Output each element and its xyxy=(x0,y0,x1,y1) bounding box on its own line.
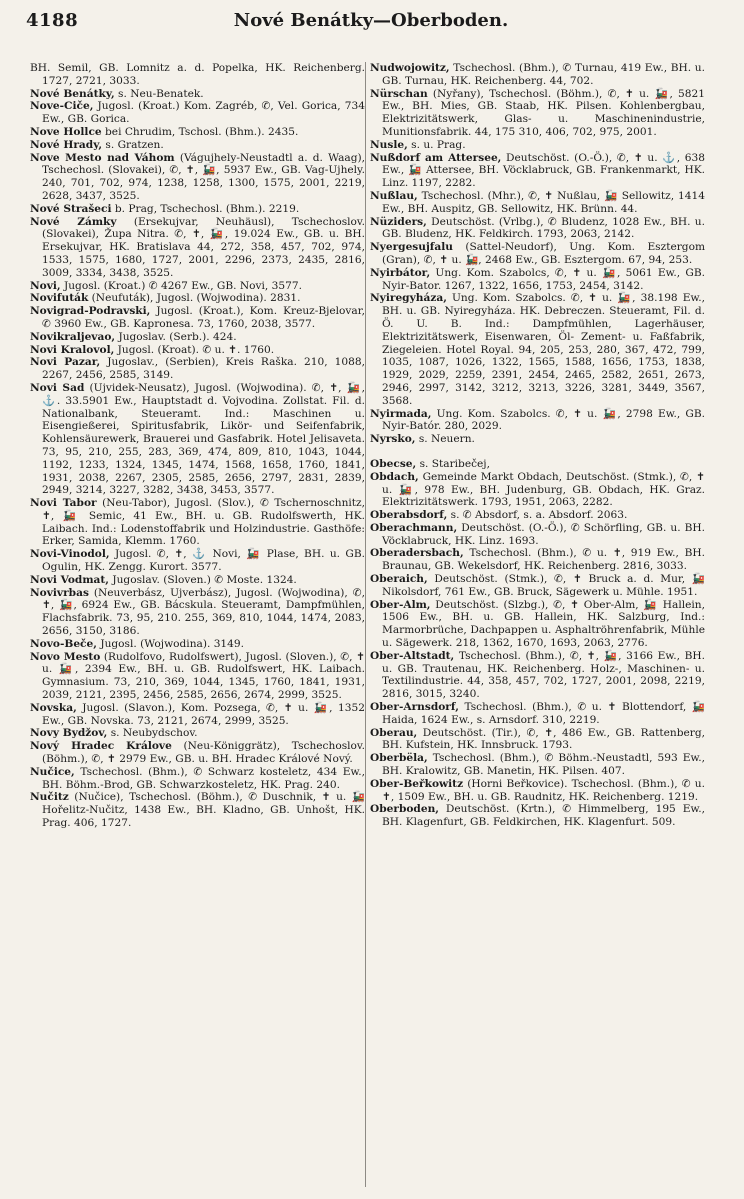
directory-entry xyxy=(30,382,365,497)
entry-headword: Novi Tabor xyxy=(30,497,97,510)
entry-text: s. Neubydschov. xyxy=(107,727,198,740)
entry-headword: Novi Vodmat, xyxy=(30,573,109,586)
directory-entry xyxy=(370,471,705,509)
entry-text: b. Prag, Tschechosl. (Bhm.). 2219. xyxy=(111,202,300,215)
entry-text: Jugosl. (Kroat.) Kom. Zagréb, ✆, Vel. Gorica, 734 Ew., GB. Gorica. xyxy=(42,100,365,126)
entry-text: Jugosl. (Wojwodina). 3149. xyxy=(96,637,245,650)
entry-headword: Novikraljevao, xyxy=(30,330,116,343)
entry-headword: Novo-Beče, xyxy=(30,637,97,650)
directory-entry xyxy=(30,651,365,702)
entry-text: Deutschöst. (O.-Ö.), ✆, ✝ u. ⚓, 638 Ew., 🚂 Attersee, BH. Vöcklabruck, GB. Frankenmarkt, HK. Linz. 1197, 2282. xyxy=(382,151,705,190)
entry-headword: Nyrsko, xyxy=(370,433,416,446)
directory-entry xyxy=(30,587,365,638)
entry-headword: Nučitz xyxy=(30,791,69,804)
entry-text: s. Gratzen. xyxy=(102,138,164,151)
entry-headword: Novi Kralovol, xyxy=(30,343,115,356)
entry-headword: Obecse, xyxy=(370,457,417,470)
directory-entry xyxy=(30,280,365,293)
entry-headword: Novy Bydžov, xyxy=(30,727,108,740)
entry-headword: Nučice, xyxy=(30,765,75,778)
directory-entry xyxy=(30,62,365,88)
entry-text: s. Neuern. xyxy=(415,433,475,446)
directory-entry xyxy=(370,803,705,829)
entry-headword: Oberadersbach, xyxy=(370,547,464,560)
directory-entry xyxy=(30,791,365,829)
directory-entry xyxy=(30,216,365,280)
directory-entry xyxy=(30,574,365,587)
entry-text: Deutschöst. (Vrlbg.), ✆ Bludenz, 1028 Ew., BH. u. GB. Bludenz, HK. Feldkirch. 1793, 2063, 2142. xyxy=(382,215,705,241)
entry-text: (Nučice), Tschechosl. (Böhm.), ✆ Duschnik, ✝ u. 🚂 Hořelitz-Nučitz, 1438 Ew., BH. Kladno, GB. Unhošt, HK. Prag. 406, 1727. xyxy=(42,791,365,830)
entry-text: Jugosl. (Kroat.) ✆ 4267 Ew., GB. Novi, 3577. xyxy=(60,279,302,292)
entry-headword: Nyergesujfalu xyxy=(370,241,453,254)
entry-headword: Nový Hradec Králove xyxy=(30,740,172,753)
entry-headword: Novska, xyxy=(30,701,77,714)
directory-entry xyxy=(30,344,365,357)
entry-headword: Nüziders, xyxy=(370,215,427,228)
directory-entry xyxy=(370,727,705,753)
running-head: Nové Benátky—Oberboden. xyxy=(233,10,509,31)
page-header xyxy=(26,10,716,40)
entry-headword: Nusle, xyxy=(370,138,408,151)
entry-text: Jugoslav. (Sloven.) ✆ Moste. 1324. xyxy=(109,573,297,586)
entry-headword: Novigrad-Podravski, xyxy=(30,305,151,318)
entry-headword: Nové Benátky, xyxy=(30,87,115,100)
entry-headword: Novivrbas xyxy=(30,586,89,599)
entry-text: (Sattel-Neudorf), Ung. Kom. Esztergom (Gran), ✆, ✝ u. 🚂, 2468 Ew., GB. Esztergom. 67, 94, 253. xyxy=(382,241,705,266)
entry-text: Jugosl. (Kroat). ✆ u. ✝. 1760. xyxy=(114,343,275,356)
entry-text: Tschechosl. (Bhm.), ✆ u. ✝, 919 Ew., BH. Braunau, GB. Wekelsdorf, HK. Reichenberg. 2816, 3033. xyxy=(382,547,705,573)
entry-headword: Oberboden, xyxy=(370,803,439,816)
entry-headword: Nyirmada, xyxy=(370,407,432,420)
entry-text: (Nyřany), Tschechosl. (Böhm.), ✆, ✝ u. 🚂, 5821 Ew., BH. Mies, GB. Staab, HK. Pilsen. Kohlenbergbau, Elektrizitätswerk, Glas- u. Maschinenindustrie, Munitionsfabrik. 44, 175 310, 406, 702, 975, 2001. xyxy=(382,87,705,138)
entry-text: Gemeinde Markt Obdach, Deutschöst. (Stmk.), ✆, ✝ u. 🚂, 978 Ew., BH. Judenburg, GB. Obdach, HK. Graz. Elektrizitätswerk. 1793, 1951, 2063, 2282. xyxy=(382,470,705,509)
entry-headword: Novi-Vinodol, xyxy=(30,548,110,561)
entry-headword: Nové Strašeci xyxy=(30,202,112,215)
entry-text: (Vágujhely-Neustadtl a. d. Waag), Tschechosl. (Slovakei), ✆, ✝, 🚂, 5937 Ew., GB. Vag-Ujhely. 240, 701, 702, 974, 1238, 1258, 1300, 1575, 2001, 2219, 2628, 3437, 3525. xyxy=(42,151,365,202)
entry-text: (Neu-Tabor), Jugosl. (Slov.), ✆ Tschernoschnitz, ✝, 🚂 Semic, 41 Ew., BH. u. GB. Rudolfswerth, HK. Laibach. Ind.: Lodenstoffabrik und Holzindustrie. Gasthöfe: Erker, Samida, Klemm. 1760. xyxy=(42,497,366,548)
entry-text: bei Chrudim, Tschosl. (Bhm.). 2435. xyxy=(101,125,299,138)
entry-headword: Novi Sad xyxy=(30,381,85,394)
entry-text: (Ujvidek-Neusatz), Jugosl. (Wojwodina). ✆, ✝, 🚂, ⚓. 33.5901 Ew., Hauptstadt d. Vojvodina. Zollstat. Fil. d. Nationalbank, Steueramt. Ind.: Maschinen u. Eisengießerei, Spiritusfabrik, Likör- und Seifenfabrik, Kohlensäurewerk, Brauerei und Gasfabrik. Hotel Jelisaveta. 73, 95, 210, 255, 283, 369, 474, 809, 810, 1043, 1044, 1192, 1233, 1324, 1345, 1474, 1568, 1658, 1760, 1841, 1931, 2038, 2267, 2305, 2585, 2656, 2797, 2831, 2839, 2949, 3214, 3227, 3282, 3438, 3453, 3577. xyxy=(42,381,365,497)
entry-text: (Neufuták), Jugosl. (Wojwodina). 2831. xyxy=(88,292,301,305)
directory-entry xyxy=(30,548,365,574)
directory-entry xyxy=(370,216,705,242)
directory-entry xyxy=(370,292,705,407)
directory-entry xyxy=(30,740,365,766)
entry-headword: Ober-Alm, xyxy=(370,598,431,611)
entry-text: Deutschöst. (Krtn.), ✆ Himmelberg, 195 Ew., BH. Klagenfurt, GB. Feldkirchen, HK. Klagenfurt. 509. xyxy=(382,803,705,829)
directory-entry xyxy=(370,778,705,804)
directory-entry xyxy=(30,356,365,382)
entry-text: (Neuverbász, Ujverbász), Jugosl. (Wojwodina), ✆, ✝, 🚂, 6924 Ew., GB. Bácskula. Steueramt, Dampfmühlen, Flachsfabrik. 73, 95, 210. 255, 369, 810, 1044, 1474, 2083, 2656, 3150, 3186. xyxy=(42,586,365,638)
entry-headword: Novi, xyxy=(30,279,61,292)
directory-entry xyxy=(370,62,705,88)
entry-text: Ung. Kom. Szabolcs, ✆, ✝ u. 🚂, 5061 Ew., GB. Nyir-Bator. 1267, 1322, 1656, 1753, 2454, 3142. xyxy=(382,266,705,292)
directory-entry xyxy=(370,241,705,267)
directory-entry xyxy=(370,139,705,152)
directory-entry xyxy=(30,203,365,216)
directory-entry xyxy=(30,88,365,101)
directory-entry xyxy=(370,458,705,471)
entry-headword: Nové Hrady, xyxy=(30,138,103,151)
directory-entry xyxy=(30,727,365,740)
entry-headword: Nové Zámky xyxy=(30,215,117,228)
page-number: 4188 xyxy=(26,10,79,31)
directory-entry xyxy=(30,152,365,203)
entry-headword: Novi Pazar, xyxy=(30,356,101,369)
entry-headword: Nudwojowitz, xyxy=(370,62,450,74)
entry-text: Ung. Kom. Szabolcs. ✆, ✝ u. 🚂, 2798 Ew., GB. Nyir-Batór. 280, 2029. xyxy=(382,407,705,433)
entry-headword: Obdach, xyxy=(370,470,419,483)
directory-entry xyxy=(370,547,705,573)
entry-headword: Oberbëla, xyxy=(370,752,428,765)
column-divider xyxy=(365,62,366,1187)
directory-entry xyxy=(370,573,705,599)
entry-text: Tschechosl. (Bhm.), ✆ Schwarz kosteletz, 434 Ew., BH. Böhm.-Brod, GB. Schwarzkosteletz, HK. Prag. 240. xyxy=(42,765,365,791)
entry-headword: Nove Hollce xyxy=(30,125,102,138)
directory-entry xyxy=(30,766,365,792)
entry-text: Jugoslav., (Serbien), Kreis Raška. 210, 1088, 2267, 2456, 2585, 3149. xyxy=(42,356,366,382)
directory-entry xyxy=(370,509,705,522)
entry-text: Tschechosl. (Mhr.), ✆, ✝ Nußlau, 🚂 Sellowitz, 1414 Ew., BH. Auspitz, GB. Sellowitz, HK. Brünn. 44. xyxy=(382,189,705,215)
right-column xyxy=(370,62,705,829)
entry-text: Tschechosl. (Bhm.), ✆ Turnau, 419 Ew., BH. u. GB. Turnau, HK. Reichenberg. 44, 702. xyxy=(382,62,705,87)
directory-entry xyxy=(30,331,365,344)
directory-entry xyxy=(30,305,365,331)
entry-text: (Neu-Königgrätz), Tschechoslov. (Böhm.), ✆, ✝ 2979 Ew., GB. u. BH. Hradec Králové Nový. xyxy=(42,740,365,766)
directory-entry xyxy=(370,433,705,446)
entry-text: s. Neu-Benatek. xyxy=(114,87,204,100)
entry-text: BH. Semil, GB. Lomnitz a. d. Popelka, HK. Reichenberg. 1727, 2721, 3033. xyxy=(30,62,365,87)
entry-headword: Ober-Arnsdorf, xyxy=(370,701,459,714)
entry-text: s. u. Prag. xyxy=(407,138,466,151)
entry-text: (Ersekujvar, Neuhäusl), Tschechoslov. (Slovakei), Župa Nitra. ✆, ✝, 🚂, 19.024 Ew., GB. u. BH. Ersekujvar, HK. Bratislava 44, 272, 358, 457, 702, 974, 1533, 1575, 1680, 1727, 2001, 2296, 2373, 2435, 2816, 3009, 3334, 3438, 3525. xyxy=(42,215,365,279)
directory-entry xyxy=(370,408,705,434)
entry-headword: Oberabsdorf, xyxy=(370,509,448,522)
entry-headword: Oberachmann, xyxy=(370,521,458,534)
entry-text: s. Staribečej, xyxy=(416,457,490,470)
directory-entry xyxy=(370,522,705,548)
entry-text: Jugosl. (Slavon.), Kom. Pozsega, ✆, ✝ u. 🚂, 1352 Ew., GB. Novska. 73, 2121, 2674, 2999, 3525. xyxy=(42,701,365,727)
directory-entry xyxy=(370,650,705,701)
entry-headword: Ober-Beřkowitz xyxy=(370,777,464,790)
entry-headword: Nußlau, xyxy=(370,189,418,202)
entry-text: Ung. Kom. Szabolcs. ✆, ✝ u. 🚂, 38.198 Ew., BH. u. GB. Nyiregyháza. HK. Debreczen. Steueramt, Fil. d. Ö. U. B. Ind.: Dampfmühlen, Lagerhäuser, Elektrizitätswerk, Eisenwaren, Öl- Zement- u. Faßfabrik, Ziegeleien. Hotel Royal. 94, 205, 253, 280, 367, 472, 799, 1035, 1087, 1026, 1322, 1565, 1588, 1656, 1753, 1838, 1929, 2029, 2259, 2391, 2454, 2465, 2582, 2651, 2673, 2946, 2997, 3142, 3212, 3213, 3226, 3281, 3449, 3567, 3568. xyxy=(382,292,705,407)
directory-entry xyxy=(370,152,705,190)
entry-text: s. ✆ Absdorf, s. a. Absdorf. 2063. xyxy=(447,509,628,522)
left-column xyxy=(30,62,365,830)
entry-headword: Novifuták xyxy=(30,292,89,305)
entry-text: Jugoslav. (Serb.). 424. xyxy=(115,330,237,343)
entry-text: (Rudolfovo, Rudolfswert), Jugosl. (Sloven.), ✆, ✝ u. 🚂, 2394 Ew., BH. u. GB. Rudolfswert, HK. Laibach. Gymnasium. 73, 210, 369, 1044, 1345, 1760, 1841, 1931, 2039, 2121, 2395, 2456, 2585, 2656, 2674, 2999, 3525. xyxy=(42,650,365,702)
entry-text: (Horni Beřkovice). Tschechosl. (Bhm.), ✆ u. ✝, 1509 Ew., BH. u. GB. Raudnitz, HK. Reichenberg. 1219. xyxy=(382,777,705,803)
entry-headword: Nove-Ciče, xyxy=(30,100,94,113)
entry-headword: Nürschan xyxy=(370,87,428,100)
entry-headword: Nyiregyháza, xyxy=(370,292,447,305)
entry-text: Deutschöst. (Stmk.), ✆, ✝ Bruck a. d. Mur, 🚂 Nikolsdorf, 761 Ew., GB. Bruck, Sägewerk u. Mühle. 1951. xyxy=(382,573,705,598)
entry-text: Tschechosl. (Bhm.), ✆ u. ✝ Blottendorf, 🚂 Haida, 1624 Ew., s. Arnsdorf. 310, 2219. xyxy=(382,701,705,726)
entry-headword: Nußdorf am Attersee, xyxy=(370,151,502,164)
entry-text: Tschechosl. (Bhm.), ✆ Böhm.-Neustadtl, 593 Ew., BH. Kralowitz, GB. Manetin, HK. Pilsen. 407. xyxy=(382,752,705,778)
directory-entry xyxy=(30,126,365,139)
entry-text: Deutschöst. (Tir.), ✆, ✝, 486 Ew., GB. Rattenberg, BH. Kufstein, HK. Innsbruck. 1793. xyxy=(382,726,705,752)
directory-entry xyxy=(370,267,705,293)
entry-text: Deutschöst. (Slzbg.), ✆, ✝ Ober-Alm, 🚂 Hallein, 1506 Ew., BH. u. GB. Hallein, HK. Salzburg, Ind.: Marmorbrüche, Dachpappen u. Asphaltröhrenfabrik, Mühle u. Sägewerk. 218, 1362, 1670, 1693, 2063, 2776. xyxy=(382,598,705,650)
directory-entry xyxy=(30,100,365,126)
entry-headword: Nove Mesto nad Váhom xyxy=(30,151,175,164)
directory-entry xyxy=(30,292,365,305)
directory-entry xyxy=(370,599,705,650)
entry-headword: Oberau, xyxy=(370,726,418,739)
directory-entry xyxy=(370,701,705,727)
entry-headword: Ober-Altstadt, xyxy=(370,649,455,662)
directory-entry xyxy=(370,190,705,216)
directory-entry xyxy=(370,88,705,139)
entry-text: Jugosl. ✆, ✝, ⚓ Novi, 🚂 Plase, BH. u. GB. Ogulin, HK. Zengg. Kurort. 3577. xyxy=(42,548,365,574)
entry-headword: Novo Mesto xyxy=(30,650,101,663)
directory-entry xyxy=(370,752,705,778)
entry-headword: Oberaich, xyxy=(370,573,428,586)
directory-entry xyxy=(30,139,365,152)
entry-text: Deutschöst. (O.-Ö.), ✆ Schörfling, GB. u. BH. Vöcklabruck, HK. Linz. 1693. xyxy=(382,521,705,547)
entry-text: Tschechosl. (Bhm.), ✆, ✝, 🚂, 3166 Ew., BH. u. GB. Trautenau, HK. Reichenberg. Holz-, Maschinen- u. Textilindustrie. 44, 358, 457, 702, 1727, 2001, 2098, 2219, 2816, 3015, 3240. xyxy=(382,649,705,701)
directory-entry xyxy=(30,702,365,728)
directory-entry xyxy=(30,638,365,651)
entry-text: Jugosl. (Kroat.), Kom. Kreuz-Bjelovar, ✆ 3960 Ew., GB. Kapronesa. 73, 1760, 2038, 3577. xyxy=(42,305,365,330)
directory-entry xyxy=(30,497,365,548)
entry-headword: Nyirbátor, xyxy=(370,266,431,279)
